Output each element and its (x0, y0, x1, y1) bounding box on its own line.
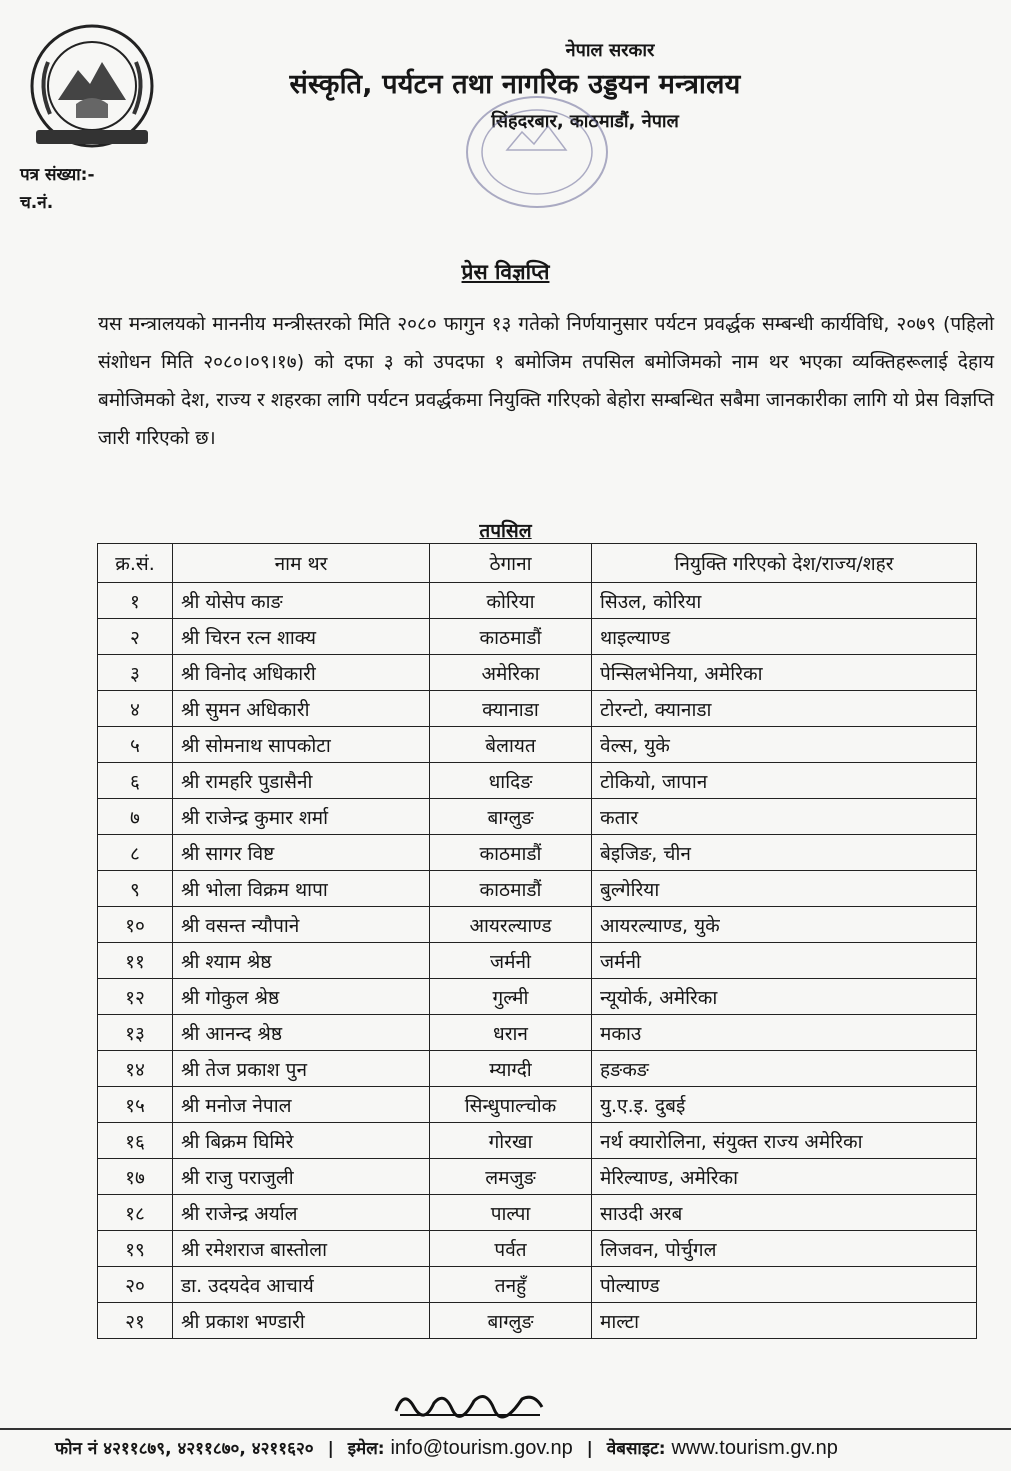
serial-cell: १८ (98, 1195, 173, 1231)
name-cell: श्री योसेप काङ (173, 583, 430, 619)
table-row (98, 979, 977, 1015)
name-cell: श्री प्रकाश भण्डारी (173, 1303, 430, 1339)
table-row (98, 1267, 977, 1303)
appointment-cell: साउदी अरब (592, 1195, 977, 1231)
name-cell: श्री मनोज नेपाल (173, 1087, 430, 1123)
name-cell: श्री राजेन्द्र कुमार शर्मा (173, 799, 430, 835)
address-cell: काठमाडौं (430, 619, 592, 655)
name-cell: श्री चिरन रत्न शाक्य (173, 619, 430, 655)
website-label: वेबसाइट: (606, 1439, 666, 1459)
table-row (98, 1123, 977, 1159)
serial-cell: ९ (98, 871, 173, 907)
signature-icon (390, 1385, 550, 1419)
address-cell: आयरल्याण्ड (430, 907, 592, 943)
footer-contact (55, 1436, 838, 1460)
table-row (98, 871, 977, 907)
website-address: www.tourism.gv.np (671, 1437, 838, 1459)
serial-cell: १० (98, 907, 173, 943)
table-row (98, 619, 977, 655)
column-header-address: ठेगाना (430, 544, 592, 583)
name-cell: श्री रामहरि पुडासैनी (173, 763, 430, 799)
address-cell: जर्मनी (430, 943, 592, 979)
appointment-cell: बुल्गेरिया (592, 871, 977, 907)
phone-label: फोन नं (55, 1439, 98, 1459)
serial-cell: २ (98, 619, 173, 655)
name-cell: श्री तेज प्रकाश पुन (173, 1051, 430, 1087)
table-row (98, 1015, 977, 1051)
table-row (98, 907, 977, 943)
name-cell: श्री राजेन्द्र अर्याल (173, 1195, 430, 1231)
address-cell: काठमाडौं (430, 835, 592, 871)
address-cell: क्यानाडा (430, 691, 592, 727)
appointment-cell: कतार (592, 799, 977, 835)
address-cell: गोरखा (430, 1123, 592, 1159)
dispatch-number: च.नं. (20, 193, 54, 213)
name-cell: श्री भोला विक्रम थापा (173, 871, 430, 907)
appointment-cell: पेन्सिलभेनिया, अमेरिका (592, 655, 977, 691)
name-cell: श्री आनन्द श्रेष्ठ (173, 1015, 430, 1051)
appointment-cell: मकाउ (592, 1015, 977, 1051)
serial-cell: ७ (98, 799, 173, 835)
appointment-cell: हङकङ (592, 1051, 977, 1087)
serial-cell: ११ (98, 943, 173, 979)
address-cell: लमजुङ (430, 1159, 592, 1195)
table-row (98, 1231, 977, 1267)
table-caption: तपसिल (479, 520, 532, 542)
serial-cell: ८ (98, 835, 173, 871)
appointment-cell: आयरल्याण्ड, युके (592, 907, 977, 943)
serial-cell: ५ (98, 727, 173, 763)
name-cell: श्री गोकुल श्रेष्ठ (173, 979, 430, 1015)
page-title: प्रेस विज्ञप्ति (461, 260, 550, 284)
appointment-cell: मेरिल्याण्ड, अमेरिका (592, 1159, 977, 1195)
address-cell: बेलायत (430, 727, 592, 763)
address-cell: गुल्मी (430, 979, 592, 1015)
table-row (98, 1087, 977, 1123)
table-header-row (98, 544, 977, 583)
government-name: नेपाल सरकार (565, 40, 655, 61)
ministry-name: संस्कृति, पर्यटन तथा नागरिक उड्डयन मन्त्रालय (289, 69, 741, 100)
address-cell: अमेरिका (430, 655, 592, 691)
table-row (98, 1051, 977, 1087)
address-cell: बाग्लुङ (430, 799, 592, 835)
address-cell: म्याग्दी (430, 1051, 592, 1087)
address-cell: पाल्पा (430, 1195, 592, 1231)
table-row (98, 835, 977, 871)
name-cell: डा. उदयदेव आचार्य (173, 1267, 430, 1303)
appointment-cell: लिजवन, पोर्चुगल (592, 1231, 977, 1267)
column-header-name: नाम थर (173, 544, 430, 583)
address-cell: धरान (430, 1015, 592, 1051)
name-cell: श्री सोमनाथ सापकोटा (173, 727, 430, 763)
name-cell: श्री रमेशराज बास्तोला (173, 1231, 430, 1267)
email-label: इमेल: (347, 1439, 385, 1459)
appointment-cell: जर्मनी (592, 943, 977, 979)
appointment-cell: माल्टा (592, 1303, 977, 1339)
serial-cell: १४ (98, 1051, 173, 1087)
column-header-appointment: नियुक्ति गरिएको देश/राज्य/शहर (592, 544, 977, 583)
column-header-serial: क्र.सं. (98, 544, 173, 583)
table-row (98, 655, 977, 691)
email-address: info@tourism.gov.np (390, 1437, 573, 1459)
name-cell: श्री बिक्रम घिमिरे (173, 1123, 430, 1159)
address-cell: धादिङ (430, 763, 592, 799)
serial-cell: १९ (98, 1231, 173, 1267)
serial-cell: ४ (98, 691, 173, 727)
name-cell: श्री श्याम श्रेष्ठ (173, 943, 430, 979)
serial-cell: २१ (98, 1303, 173, 1339)
table-row (98, 727, 977, 763)
appointment-cell: न्यूयोर्क, अमेरिका (592, 979, 977, 1015)
table-row (98, 691, 977, 727)
serial-cell: १५ (98, 1087, 173, 1123)
table-row (98, 799, 977, 835)
appointment-cell: सिउल, कोरिया (592, 583, 977, 619)
name-cell: श्री सुमन अधिकारी (173, 691, 430, 727)
appointment-cell: यु.ए.इ. दुबई (592, 1087, 977, 1123)
appointment-cell: बेइजिङ, चीन (592, 835, 977, 871)
address-cell: तनहुँ (430, 1267, 592, 1303)
table-row (98, 1195, 977, 1231)
appointee-table (97, 543, 977, 1339)
table-row (98, 943, 977, 979)
address-cell: काठमाडौं (430, 871, 592, 907)
appointment-cell: नर्थ क्यारोलिना, संयुक्त राज्य अमेरिका (592, 1123, 977, 1159)
footer-separator: | (327, 1439, 334, 1459)
appointment-cell: थाइल्याण्ड (592, 619, 977, 655)
name-cell: श्री वसन्त न्यौपाने (173, 907, 430, 943)
address-cell: कोरिया (430, 583, 592, 619)
serial-cell: १ (98, 583, 173, 619)
appointment-cell: टोकियो, जापान (592, 763, 977, 799)
office-seal-icon (462, 92, 612, 212)
table-row (98, 583, 977, 619)
footer-divider (0, 1428, 1011, 1430)
nepal-emblem-icon (28, 22, 156, 150)
address-cell: बाग्लुङ (430, 1303, 592, 1339)
name-cell: श्री सागर विष्ट (173, 835, 430, 871)
name-cell: श्री विनोद अधिकारी (173, 655, 430, 691)
ministry-address: सिंहदरबार, काठमाडौं, नेपाल (491, 111, 679, 132)
address-cell: सिन्धुपाल्चोक (430, 1087, 592, 1123)
table-row (98, 763, 977, 799)
footer-separator: | (586, 1439, 593, 1459)
appointment-cell: वेल्स, युके (592, 727, 977, 763)
serial-cell: २० (98, 1267, 173, 1303)
letter-number: पत्र संख्या:- (20, 165, 95, 185)
address-cell: पर्वत (430, 1231, 592, 1267)
serial-cell: ६ (98, 763, 173, 799)
appointment-cell: टोरन्टो, क्यानाडा (592, 691, 977, 727)
notice-body: यस मन्त्रालयको माननीय मन्त्रीस्तरको मिति २०८० फागुन १३ गतेको निर्णयानुसार पर्यटन प्रवर्द्धक सम्बन्धी कार्यविधि, २०७९ (पहिलो संशोधन मिति २०८०।०९।१७) को दफा ३ को उपदफा १ बमोजिम तपसिल बमोजिमको नाम थर भएका व्यक्तिहरूलाई देहाय बमोजिमको देश, राज्य र शहरका लागि पर्यटन प्रवर्द्धकमा नियुक्ति गरिएको बेहोरा सम्बन्धित सबैमा जानकारीका लागि यो प्रेस विज्ञप्ति जारी गरिएको छ। (98, 313, 994, 449)
table-row (98, 1303, 977, 1339)
serial-cell: १७ (98, 1159, 173, 1195)
table-row (98, 1159, 977, 1195)
phone-numbers: ४२११८७९, ४२११८७०, ४२११६२० (103, 1439, 314, 1459)
name-cell: श्री राजु पराजुली (173, 1159, 430, 1195)
serial-cell: १३ (98, 1015, 173, 1051)
serial-cell: १२ (98, 979, 173, 1015)
serial-cell: १६ (98, 1123, 173, 1159)
appointment-cell: पोल्याण्ड (592, 1267, 977, 1303)
serial-cell: ३ (98, 655, 173, 691)
